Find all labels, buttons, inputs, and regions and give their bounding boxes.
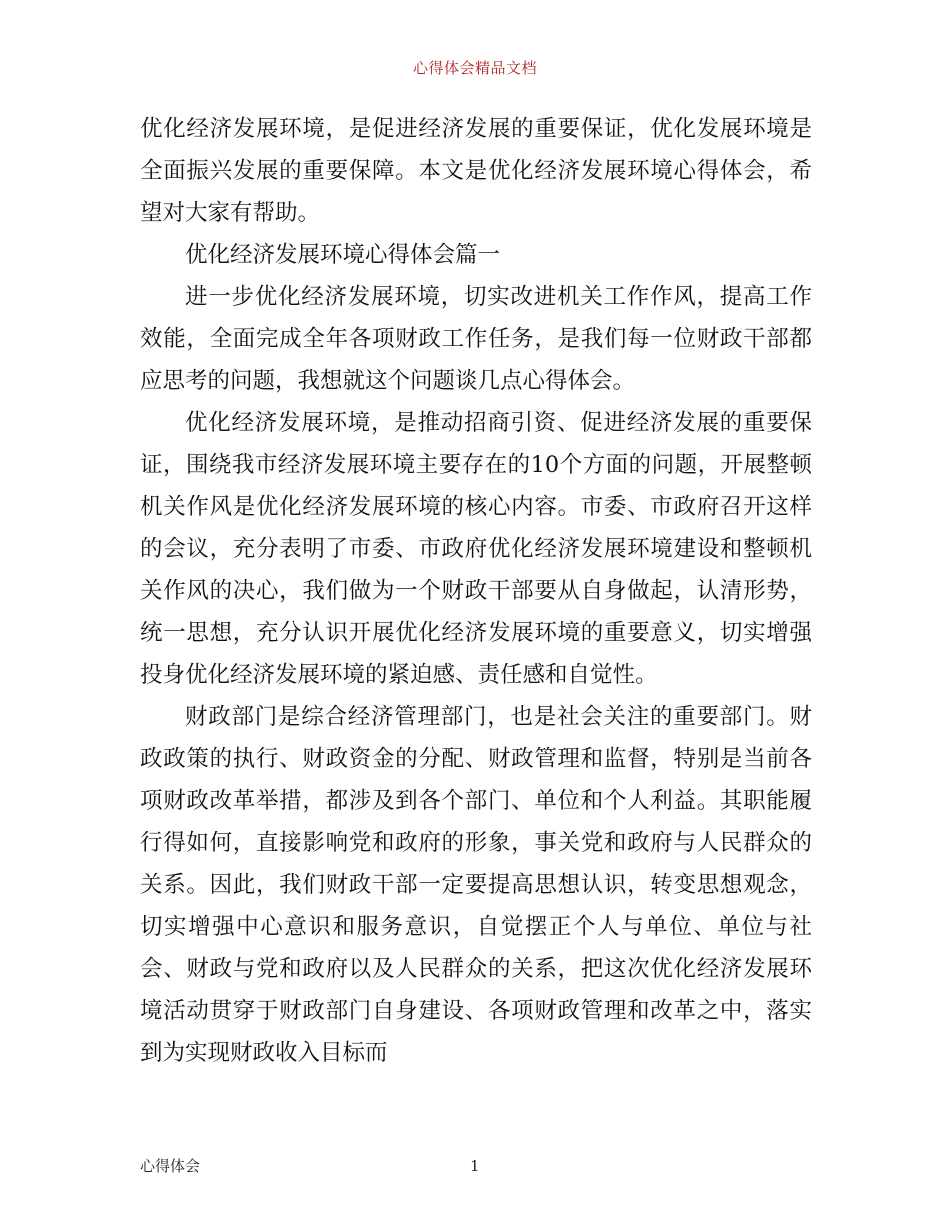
body-paragraph-2: 优化经济发展环境，是推动招商引资、促进经济发展的重要保证，围绕我市经济发展环境主要存在的10个方面的问题，开展整顿机关作风是优化经济发展环境的核心内容。市委、市政府召开这样的会议，充分表明了市委、市政府优化经济发展环境建设和整顿机关作风的决心，我们做为一个财政干部要从自身做起，认清形势，统一思想，充分认识开展优化经济发展环境的重要意义，切实增强投身优化经济发展环境的紧迫感、责任感和自觉性。 <box>140 410 812 688</box>
section-heading: 优化经济发展环境心得体会篇一 <box>185 242 501 268</box>
intro-paragraph: 优化经济发展环境，是促进经济发展的重要保证，优化发展环境是全面振兴发展的重要保障。本文是优化经济发展环境心得体会，希望对大家有帮助。 <box>140 116 812 226</box>
body-paragraph-3: 财政部门是综合经济管理部门，也是社会关注的重要部门。财政政策的执行、财政资金的分配、财政管理和监督，特别是当前各项财政改革举措，都涉及到各个部门、单位和个人利益。其职能履行得如何，直接影响党和政府的形象，事关党和政府与人民群众的关系。因此，我们财政干部一定要提高思想认识，转变思想观念，切实增强中心意识和服务意识，自觉摆正个人与单位、单位与社会、财政与党和政府以及人民群众的关系，把这次优化经济发展环境活动贯穿于财政部门自身建设、各项财政管理和改革之中，落实到为实现财政收入目标而 <box>140 704 812 1066</box>
page-number: 1 <box>470 1157 480 1175</box>
page-footer-label: 心得体会 <box>140 1157 201 1175</box>
body-paragraph-1: 进一步优化经济发展环境，切实改进机关工作作风，提高工作效能，全面完成全年各项财政工作任务，是我们每一位财政干部都应思考的问题，我想就这个问题谈几点心得体会。 <box>140 284 812 394</box>
page-header-title: 心得体会精品文档 <box>412 59 537 77</box>
document-body <box>140 108 812 1074</box>
